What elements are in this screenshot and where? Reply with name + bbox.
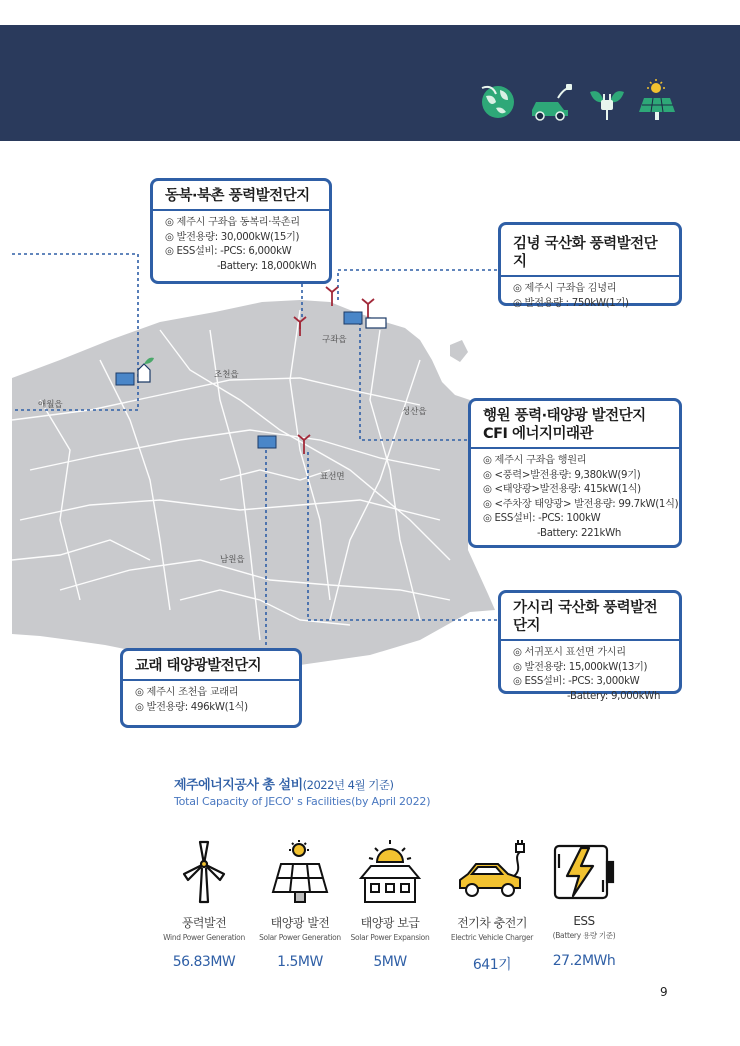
stat-ko: 전기차 충전기 [457, 916, 527, 930]
stat-value: 641기 [472, 957, 512, 973]
stat-solar-gen [250, 840, 350, 970]
solar-house-icon [355, 840, 425, 904]
site-line: -Battery: 18,000kWh [217, 260, 317, 272]
site-line: ◎ ESS설비: -PCS: 100kW [483, 513, 601, 524]
stat-en: Electric Vehicle Charger [450, 933, 534, 942]
stat-value: 5MW [373, 954, 407, 970]
site-box-haengwon [468, 398, 682, 548]
solar-panel-icon [269, 840, 331, 904]
stat-wind [154, 840, 254, 970]
wind-turbine-icon [174, 840, 234, 904]
site-line: ◎ 제주시 조천읍 교래리 [135, 687, 239, 698]
site-line: ◎ 발전용량: 30,000kW(15기) [165, 231, 300, 243]
site-line: -Battery: 221kWh [537, 527, 622, 539]
ev-charger-icon [454, 840, 530, 904]
site-line: ◎ <태양광>발전용량: 415kW(1식) [483, 484, 641, 495]
site-box-gyorae [120, 648, 302, 728]
stat-en: Wind Power Generation [163, 933, 245, 942]
map-label-gujwa: 구좌읍 [322, 335, 347, 345]
site-line: ◎ 서귀포시 표선면 가시리 [513, 647, 626, 658]
stat-value: 27.2MWh [552, 953, 616, 969]
site-line: ◎ ESS설비: -PCS: 3,000kW [513, 676, 640, 687]
stat-en: Solar Power Generation [259, 933, 341, 942]
map-label-pyoseon: 표선면 [320, 472, 345, 482]
site-line: ◎ <풍력>발전용량: 9,380kW(9기) [483, 469, 641, 481]
site-line: ◎ 제주시 구좌읍 동복리·북촌리 [165, 217, 300, 228]
site-line: ◎ 발전용량 : 750kW(1기) [513, 297, 629, 309]
site-title: 김녕 국산화 풍력발전단지 [513, 236, 658, 270]
site-line: -Battery: 9,000kWh [567, 690, 661, 702]
stat-en: Solar Power Expansion [350, 933, 430, 942]
map-label-aewol: 애월읍 [38, 400, 63, 410]
site-line: ◎ ESS설비: -PCS: 6,000kW [165, 246, 292, 257]
site-line: ◎ 제주시 구좌읍 행원리 [483, 455, 587, 466]
site-box-gasiri [498, 590, 682, 702]
site-title: 동북·북촌 풍력발전단지 [165, 188, 310, 204]
stat-ev [442, 840, 542, 974]
map-label-namwon: 남원읍 [220, 555, 245, 565]
map-label-seongsan: 성산읍 [402, 407, 427, 417]
site-box-dongbuk [150, 178, 332, 284]
stat-ko: ESS [573, 914, 595, 928]
site-line: ◎ 발전용량: 496kW(1식) [135, 701, 248, 713]
stat-value: 1.5MW [277, 954, 323, 970]
stat-solar-exp [340, 840, 440, 970]
stat-ko: 태양광 보급 [360, 916, 420, 930]
site-line: ◎ 발전용량: 15,000kW(13기) [513, 661, 648, 673]
stat-ess [534, 840, 634, 969]
stat-value: 56.83MW [172, 954, 236, 970]
site-line: ◎ 제주시 구좌읍 김녕리 [513, 283, 617, 294]
summary-subtitle: Total Capacity of JECO' s Facilities(by April 2022) [174, 795, 431, 808]
site-title: 행원 풍력·태양광 발전단지 [483, 408, 646, 424]
site-title: 교래 태양광발전단지 [135, 658, 262, 674]
stat-en: (Battery 용량 기준) [552, 931, 616, 940]
site-line: ◎ <주차장 태양광> 발전용량: 99.7kW(1식) [483, 498, 679, 510]
map-label-jocheon: 조천읍 [214, 370, 239, 380]
battery-icon [551, 840, 617, 904]
summary-title: 제주에너지공사 총 설비(2022년 4월 기준) [174, 778, 394, 793]
stat-ko: 태양광 발전 [270, 916, 330, 930]
site-box-gimnyeong [498, 222, 682, 309]
site-title: 가시리 국산화 풍력발전단지 [513, 600, 658, 634]
stat-ko: 풍력발전 [181, 916, 227, 930]
site-title-2: CFI 에너지미래관 [483, 426, 594, 442]
page-number: 9 [660, 985, 668, 999]
